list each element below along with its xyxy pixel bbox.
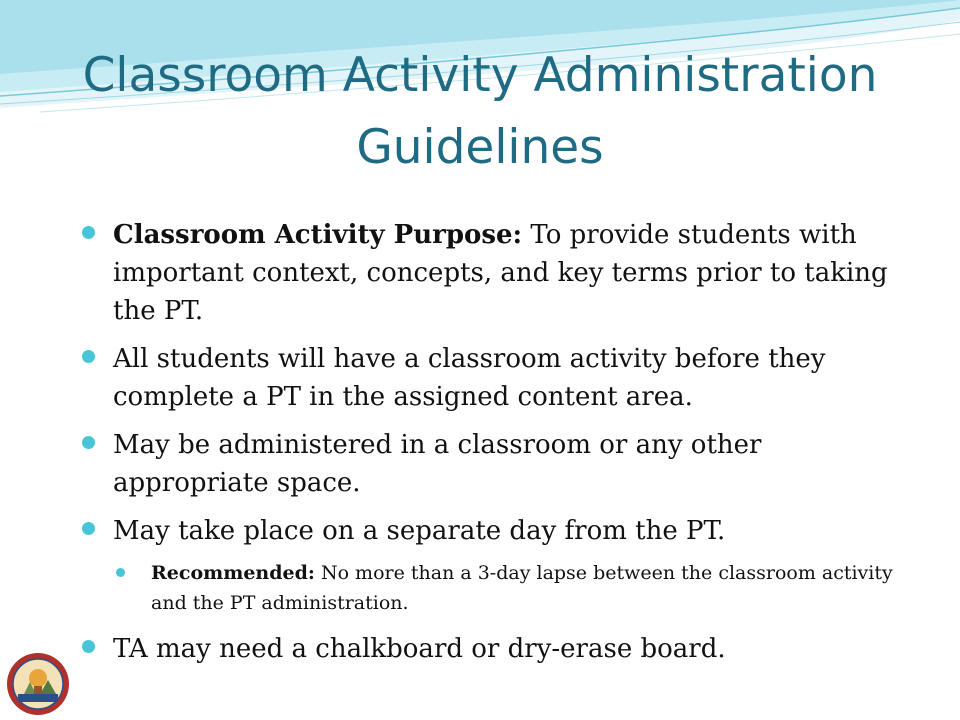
bullet-location [82, 426, 922, 502]
department-of-education-seal-logo [6, 652, 70, 716]
bullet-purpose-label: Classroom Activity Purpose: [113, 220, 523, 250]
slide-title-line-1: Classroom Activity Administration [82, 48, 878, 103]
bullet-purpose-text: To provide students with important context, concepts, and key terms prior to taking the PT. [113, 220, 888, 326]
bullet-purpose [82, 216, 922, 330]
sub-bullet-recommended [116, 558, 922, 618]
bullet-board [82, 630, 922, 668]
bullet-location-text: May be administered in a classroom or any other appropriate space. [113, 430, 762, 498]
sub-bullet-recommended-text: No more than a 3-day lapse between the classroom activity and the PT administration. [151, 562, 893, 614]
slide-title [40, 40, 920, 184]
bullet-list [82, 216, 922, 678]
bullet-board-text: TA may need a chalkboard or dry-erase board. [113, 634, 726, 664]
bullet-separate-day [82, 512, 922, 550]
slide-title-line-2: Guidelines [356, 120, 604, 175]
sub-bullet-recommended-label: Recommended: [151, 562, 315, 584]
bullet-all-students-text: All students will have a classroom activity before they complete a PT in the assigned content area. [113, 344, 826, 412]
bullet-all-students [82, 340, 922, 416]
bullet-separate-day-text: May take place on a separate day from the PT. [113, 516, 726, 546]
